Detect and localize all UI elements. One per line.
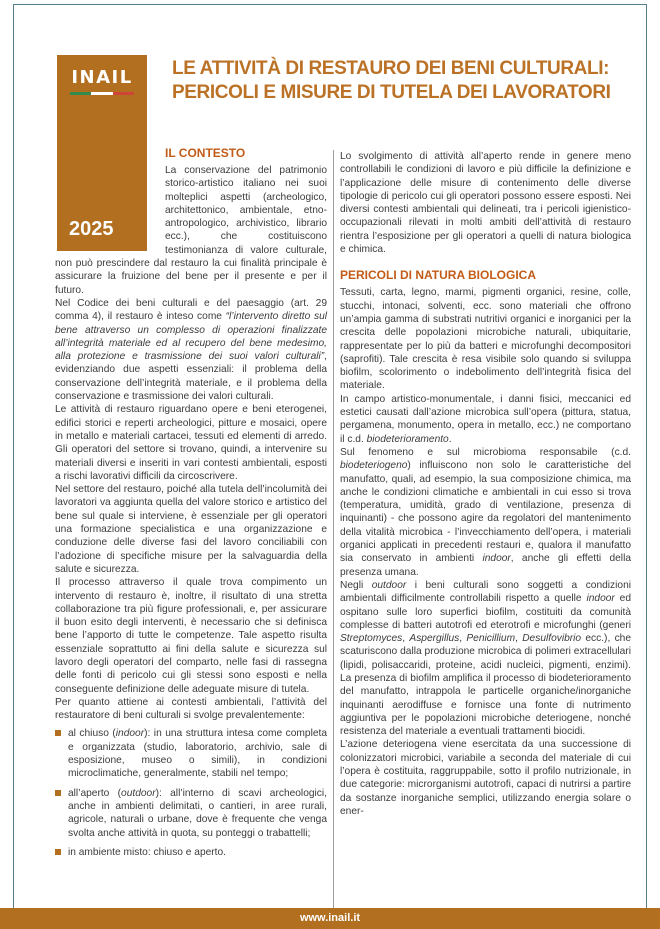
environment-list [55, 727, 327, 859]
bullet-square-icon [55, 730, 61, 736]
list-item-text: all’aperto (outdoor): all’interno di scavi archeologici, anche in ambienti delimitati, o cantieri, in aree rurali, agricole, naturali o urbane, dove è frequente che venga svolta anche attività in quota, su ponteggi o trabattelli; [68, 787, 327, 839]
bullet-square-icon [55, 790, 61, 796]
document-title-line2: PERICOLI E MISURE DI TUTELA DEI LAVORATORI [172, 82, 611, 103]
list-item-text: in ambiente misto: chiuso e aperto. [68, 846, 226, 858]
paragraph-contesto-2: Nel Codice dei beni culturali e del paesaggio (art. 29 comma 4), il restauro è inteso come “l’intervento diretto sul bene attraverso un complesso di operazioni finalizzate all’integrità materiale ed al recupero del bene medesimo, alla protezione e trasmissione dei suoi valori culturali”, evidenziando due aspetti essenziali: il problema della conservazione dell’integrità materiale, e il problema della conservazione e trasmissione dei valori culturali. [55, 297, 327, 403]
paragraph-biologia-2: In campo artistico-monumentale, i danni fisici, meccanici ed estetici causati dall’azione microbica sull’opera (pittura, statua, pergamena, monumento, opera in metallo, ecc.) ne comportano il c.d. biodeterioramento. [340, 393, 631, 445]
section-title-pericoli-biologici: PERICOLI DI NATURA BIOLOGICA [340, 268, 536, 283]
paragraph-contesto-6: Per quanto attiene ai contesti ambientali, l’attività del restauratore di beni culturali si svolge prevalentemente: [55, 696, 327, 722]
list-item-text: al chiuso (indoor): in una struttura intesa come completa e organizzata (studio, laboratorio, archivio, sale di esposizione, museo o simili), in condizioni microclimatiche, generalmente, stabili nel tempo; [68, 728, 327, 780]
inail-logo: INAIL [71, 67, 133, 88]
paragraph-contesto-1: La conservazione del patrimonio storico-artistico italiano nei suoi molteplici aspetti (archeologico, architettonico, ambientale, etno-antropologico, archivistico, librario ecc.), che costituiscono testimonianza di valore culturale, non può prescindere dal restauro la cui finalità principale è assicurare la fruizione del bene per il presente e per il futuro. [55, 165, 327, 296]
paragraph-biologia-5: L’azione deteriogena viene esercitata da una successione di colonizzatori microbici, variabile a seconda del materiale di cui l’opera è costituita, raggruppabile, sotto il profilo nutrizionale, in due categorie: microrganismi autotrofi, capaci di nutrirsi a partire da sostanze inorganiche semplici, utilizzando energia solare o ener- [340, 739, 631, 817]
year-label: 2025 [69, 218, 114, 240]
right-column [340, 150, 631, 818]
logo-wrap-spacer [55, 146, 165, 253]
paragraph-contesto-5: Il processo attraverso il quale trova compimento un intervento di restauro è, inoltre, il risultato di una stretta collaborazione tra più figure professionali, e, per assicurare il buon esito degli interventi, è necessario che si definisca bene l’apporto di tutte le competenze. Tale aspetto risulta essenziale soprattutto ai fini della salute e sicurezza sul lavoro degli operatori del comparto, nelle fasi di rassegna delle fonti di pericolo cui gli stessi sono esposti e nella conseguente definizione delle adeguate misure di tutela. [55, 577, 327, 695]
left-column [55, 146, 327, 865]
italian-flag-underline-icon [70, 92, 134, 95]
flag-red-segment [113, 92, 134, 95]
list-item-misto [55, 846, 327, 859]
document-title [172, 57, 611, 105]
flag-green-segment [70, 92, 91, 95]
document-title-line1: LE ATTIVITÀ DI RESTAURO DEI BENI CULTURALI: [172, 58, 610, 79]
footer-bar [0, 908, 660, 929]
flag-white-segment [91, 92, 112, 95]
column-divider [333, 150, 334, 908]
paragraph-biologia-3: Sul fenomeno e sul microbioma responsabile (c.d. biodeteriogeno) influiscono non solo le caratteristiche del manufatto, quali, ad esempio, la sua composizione chimica, ma anche le condizioni climatiche e ambientali in cui esso si trova (temperatura, umidità, grado di ventilazione, presenza di inquinanti) - che possono agire da regolatori del mantenimento della vitalità microbica - l’invecchiamento dell’opera, i materiali organici applicati in precedenti restauri e, qualora il manufatto sia conservato in ambienti indoor, anche gli effetti della presenza umana. [340, 446, 631, 578]
list-item-indoor [55, 727, 327, 780]
footer-url: www.inail.it [299, 912, 361, 924]
bullet-square-icon [55, 849, 61, 855]
paragraph-contesto-4: Nel settore del restauro, poiché alla tutela dell’incolumità dei lavoratori va aggiunta quella del valore storico e artistico del bene sul quale si interviene, è essenziale per gli operatori una formazione specialistica e una organizzazione e conduzione delle diverse fasi del lavoro conciliabili con l’adozione di specifiche misure per la salvaguardia della salute e sicurezza. [55, 484, 327, 575]
paragraph-intro-aperto: Lo svolgimento di attività all’aperto rende in genere meno controllabili le condizioni di lavoro e più difficile la definizione e l’applicazione delle misure di contenimento delle diverse tipologie di pericolo cui gli operatori possono essere esposti. Nei diversi contesti ambientali qui delineati, tra i pericoli igienistico-occupazionali rilevati in molti ambiti dell’attività di restauro rientra l’esposizione per gli operatori a quelli di natura biologica e chimica. [340, 151, 631, 256]
section-title-contesto: IL CONTESTO [165, 146, 246, 160]
paragraph-biologia-4: Negli outdoor i beni culturali sono soggetti a condizioni ambientali difficilmente controllabili rispetto a quelle indoor ed ospitano sulle loro superfici biofilm, costituiti da comunità complesse di batteri autotrofi ed eterotrofi e microfunghi (generi Streptomyces, Aspergillus, Penicillium, Desulfovibrio ecc.), che scaturiscono dalla produzione microbica di polimeri extracellulari (lipidi, polisaccaridi, proteine, acidi nucleici, pigmenti, enzimi). La presenza di biofilm amplifica il processo di biodeterioramento del manufatto, intrappola le particelle organiche/inorganiche inquinanti aerodiffuse e fornisce una fonte di nutrimento aggiuntiva per le popolazioni microbiche deteriogene, nonché resistenza del materiale a eventuali trattamenti biocidi. [340, 579, 632, 738]
paragraph-contesto-3: Le attività di restauro riguardano opere e beni eterogenei, edifici storici e reperti archeologici, pitture e mosaici, opere in metallo e materiali cartacei, tessuti ed elementi di arredo. Gli operatori del settore si trovano, quindi, a intervenire su materiali diversi e inseriti in vari contesti ambientali, esposti a rischi lavorativi difficili da circoscrivere. [55, 404, 327, 482]
list-item-outdoor [55, 787, 327, 840]
paragraph-biologia-1: Tessuti, carta, legno, marmi, pigmenti organici, resine, colle, stucchi, intonaci, solventi, ecc. sono materiali che offrono un’ampia gamma di substrati nutritivi organici e inorganici per la crescita delle popolazioni microbiche naturali, ubiquitarie, rappresentate per lo più da batteri e microfunghi decompositori (saprofiti). Tale crescita è resa visibile solo quando si sviluppa biofilm, scolorimento o indebolimento dell’integrità fisica del materiale. [340, 287, 631, 392]
